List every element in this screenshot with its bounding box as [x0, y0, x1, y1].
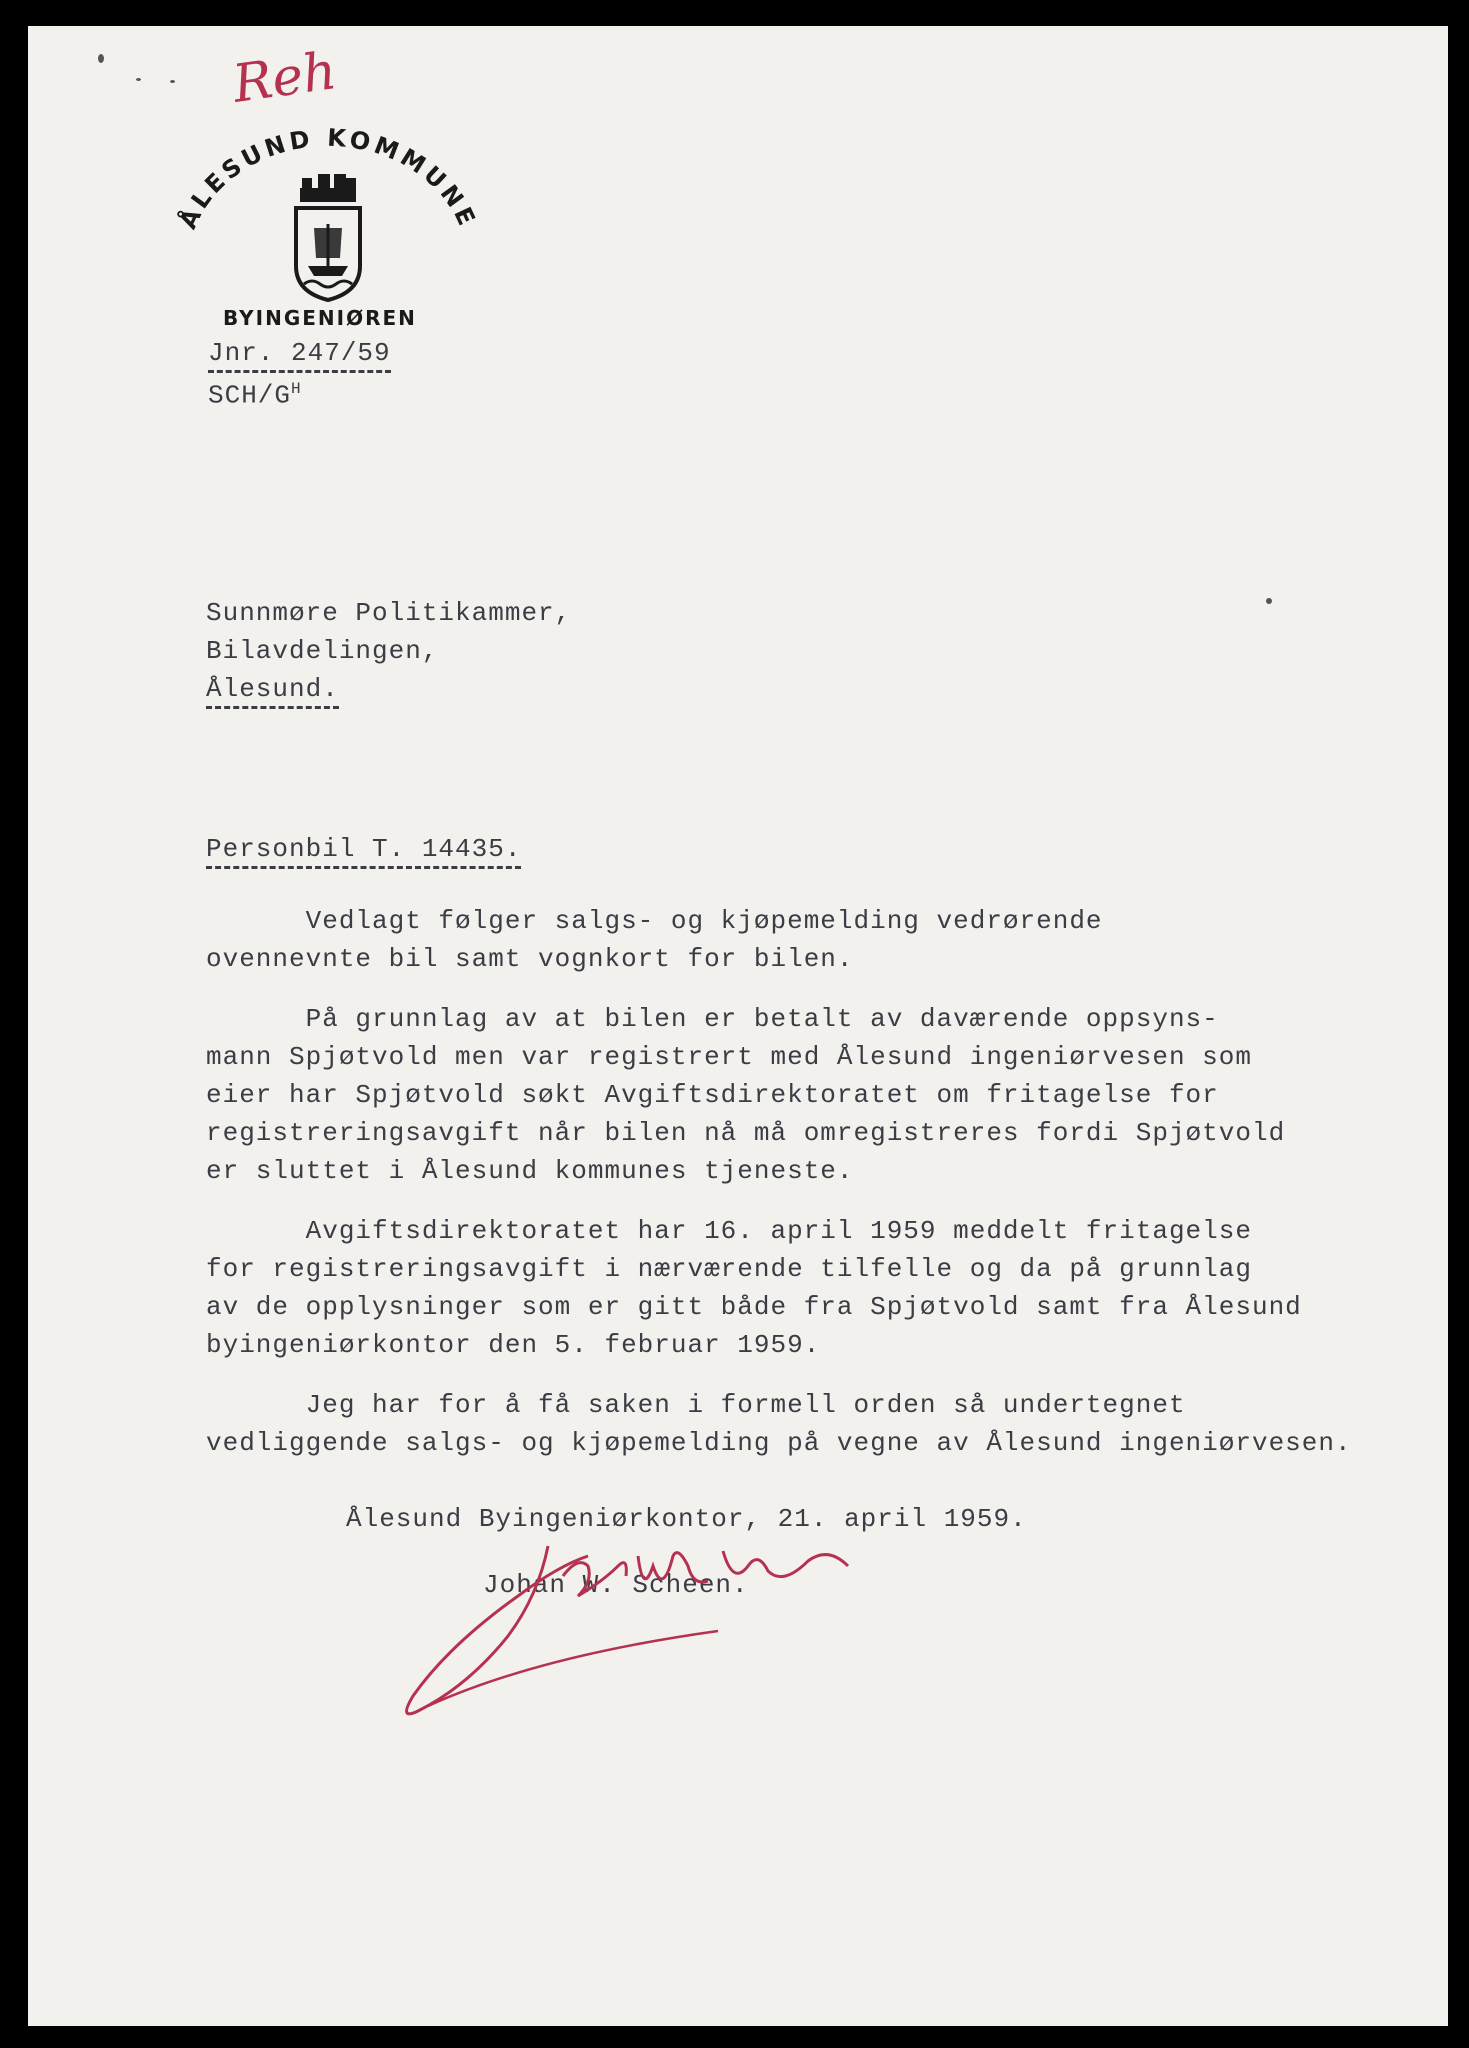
initials-line [208, 380, 302, 411]
initials-text: SCH/G [208, 380, 292, 411]
recipient-city: Ålesund. [206, 674, 339, 709]
ink-speck [1266, 598, 1272, 604]
body-line: Vedlagt følger salgs- og kjøpemelding vedrørende [206, 906, 1103, 936]
body-line: Jeg har for å få saken i formell orden så undertegnet [206, 1390, 1186, 1420]
letter-page [28, 26, 1448, 2026]
municipal-letterhead [148, 116, 508, 316]
signatory-name: Johan W. Scheen. [483, 1570, 749, 1600]
handwritten-signature [388, 1536, 868, 1726]
body-line: mann Spjøtvold men var registrert med Ålesund ingeniørvesen som [206, 1042, 1252, 1072]
body-line: byingeniørkontor den 5. februar 1959. [206, 1330, 821, 1360]
body-line: På grunnlag av at bilen er betalt av daværende oppsyns- [206, 1004, 1219, 1034]
journal-number-text: Jnr. 247/59 [208, 338, 391, 373]
body-line: eier har Spjøtvold søkt Avgiftsdirektoratet om fritagelse for [206, 1080, 1219, 1110]
journal-number [208, 338, 391, 368]
letterhead-arc-text: ÅLESUND KOMMUNE [173, 123, 483, 234]
handwritten-annotation: Reh [229, 41, 341, 115]
body-line: Avgiftsdirektoratet har 16. april 1959 meddelt fritagelse [206, 1216, 1252, 1246]
body-line: av de opplysninger som er gitt både fra Spjøtvold samt fra Ålesund [206, 1292, 1302, 1322]
recipient-line-3 [206, 674, 339, 704]
department-name: BYINGENIØREN [223, 306, 417, 330]
ink-speck [136, 78, 141, 81]
body-line: registreringsavgift når bilen nå må omregistreres fordi Spjøtvold [206, 1118, 1286, 1148]
place-date: Ålesund Byingeniørkontor, 21. april 1959. [346, 1504, 1027, 1534]
recipient-line-2: Bilavdelingen, [206, 636, 439, 666]
recipient-line-1: Sunnmøre Politikammer, [206, 598, 572, 628]
coat-of-arms-icon [296, 174, 360, 300]
body-line: ovennevnte bil samt vognkort for bilen. [206, 944, 854, 974]
ink-speck [170, 80, 175, 83]
body-line: for registreringsavgift i nærværende tilfelle og da på grunnlag [206, 1254, 1252, 1284]
body-line: vedliggende salgs- og kjøpemelding på vegne av Ålesund ingeniørvesen. [206, 1428, 1352, 1458]
body-line: er sluttet i Ålesund kommunes tjeneste. [206, 1156, 854, 1186]
initials-superscript: H [291, 380, 302, 398]
subject-text: Personbil T. 14435. [206, 834, 521, 869]
ink-speck [98, 54, 104, 63]
subject-line [206, 834, 521, 864]
